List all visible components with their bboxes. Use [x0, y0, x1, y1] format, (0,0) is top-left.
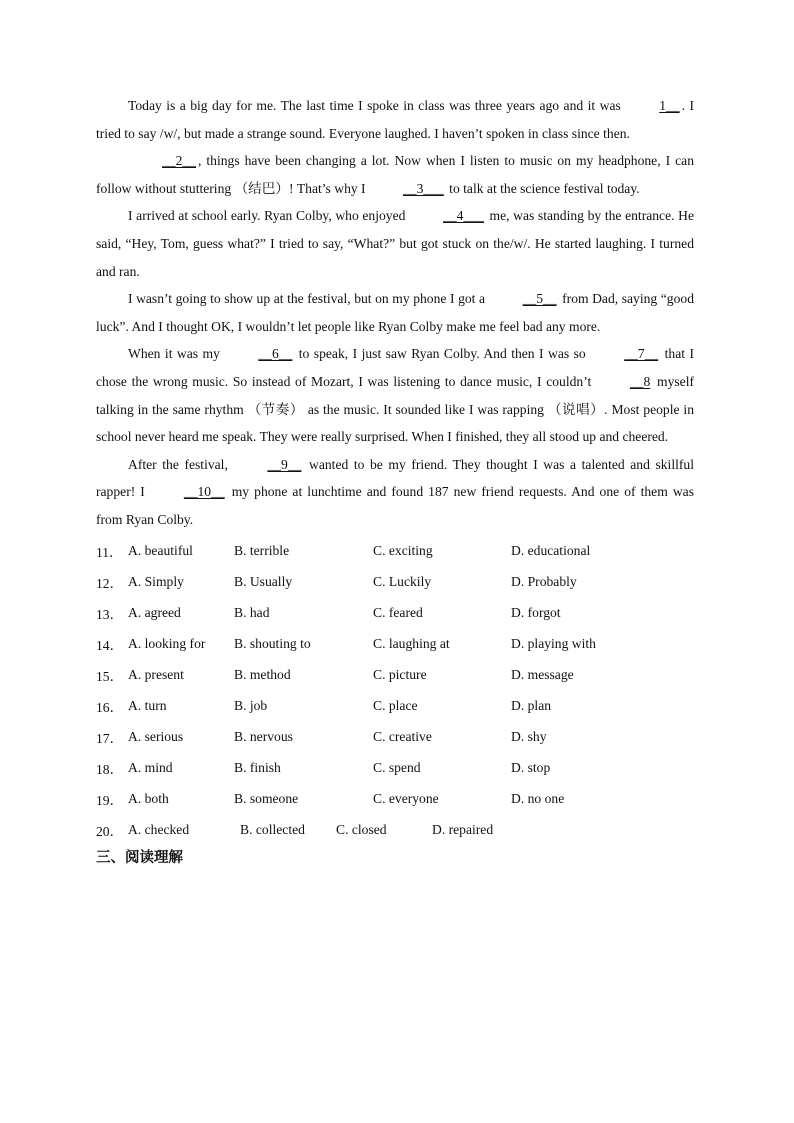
question-row — [96, 722, 694, 753]
option-b: B. finish — [234, 760, 281, 775]
passage-paragraph — [96, 92, 694, 147]
passage-text: I arrived at school early. Ryan Colby, who enjoyed — [128, 208, 410, 224]
option-a: A. looking for — [128, 636, 206, 651]
passage-text: from Dad, saying “good luck”. And I thought OK, I wouldn’t let people like Ryan Colby make me feel bad any more. — [96, 291, 694, 334]
question-options — [96, 536, 694, 846]
option-d: D. forgot — [511, 605, 561, 620]
blank-number: __5__ — [522, 291, 557, 307]
passage-text: that I chose the wrong music. So instead of Mozart, I was listening to dance music, I couldn’t — [96, 346, 694, 389]
option-d: D. educational — [511, 543, 591, 558]
passage-text: to talk at the science festival today. — [445, 180, 640, 196]
passage-text: myself talking in the same rhythm （节奏） as the music. It sounded like I was rapping （说唱）. Most people in school never heard me speak. They were really surprised. When I finished, they all stood up and cheered. — [96, 373, 694, 445]
question-row — [96, 691, 694, 722]
option-d: D. stop — [511, 760, 551, 775]
question-number: 17． — [96, 731, 124, 746]
option-a: A. mind — [128, 760, 173, 775]
option-c: C. exciting — [373, 543, 433, 558]
option-b: B. had — [234, 605, 270, 620]
option-d: D. no one — [511, 791, 565, 806]
option-c: C. picture — [373, 667, 427, 682]
document-page — [96, 92, 694, 870]
question-number: 19． — [96, 793, 124, 808]
section-title: 三、阅读理解 — [96, 849, 183, 866]
option-d: D. plan — [511, 698, 552, 713]
blank-number: __3___ — [402, 180, 444, 196]
option-a: A. both — [128, 791, 169, 806]
passage-paragraph — [96, 147, 694, 202]
passage-text: me, was standing by the entrance. He said, “Hey, Tom, guess what?” I tried to say, “What?” but got stuck on the/w/. He started laughing. I turned and ran. — [96, 208, 695, 279]
blank-number: __7__ — [624, 346, 659, 362]
question-row — [96, 536, 694, 567]
option-c: C. closed — [336, 822, 387, 837]
blank-number: __2__ — [162, 153, 196, 169]
question-number: 16． — [96, 700, 124, 715]
question-number: 15． — [96, 669, 124, 684]
question-number: 20． — [96, 824, 124, 839]
option-b: B. job — [234, 698, 268, 713]
option-c: C. spend — [373, 760, 421, 775]
passage-text: . I tried to say /w/, but made a strange sound. Everyone laughed. I haven’t spoken in class since then. — [96, 98, 694, 141]
question-row — [96, 753, 694, 784]
option-a: A. turn — [128, 698, 167, 713]
passage-text: After the festival, — [128, 456, 234, 472]
passage-paragraph — [96, 340, 694, 450]
question-row — [96, 815, 694, 846]
question-number: 12． — [96, 576, 124, 591]
option-b: B. nervous — [234, 729, 293, 744]
passage-text: I wasn’t going to show up at the festival, but on my phone I got a — [128, 291, 489, 307]
question-row — [96, 567, 694, 598]
option-a: A. beautiful — [128, 543, 193, 558]
question-row — [96, 629, 694, 660]
option-a: A. serious — [128, 729, 184, 744]
question-number: 14． — [96, 638, 124, 653]
option-d: D. message — [511, 667, 574, 682]
option-b: B. shouting to — [234, 636, 311, 651]
passage-text: , things have been changing a lot. Now when I listen to music on my headphone, I can follow without stuttering （结巴）! That’s why I — [96, 153, 694, 196]
option-d: D. playing with — [511, 636, 596, 651]
option-c: C. Luckily — [373, 574, 432, 589]
passage-text: Today is a big day for me. The last time I spoke in class was three years ago and it was — [128, 98, 626, 113]
option-c: C. everyone — [373, 791, 439, 806]
question-row — [96, 660, 694, 691]
option-d: D. shy — [511, 729, 547, 744]
passage-text: wanted to be my friend. They thought I was a talented and skillful rapper! I — [96, 456, 694, 500]
option-b: B. Usually — [234, 574, 293, 589]
option-b: B. terrible — [234, 543, 290, 558]
option-d: D. Probably — [511, 574, 577, 589]
passage-paragraph — [96, 451, 694, 534]
blank-number: __8 — [629, 373, 651, 389]
cloze-passage — [96, 92, 694, 534]
option-a: A. present — [128, 667, 184, 682]
option-a: A. Simply — [128, 574, 184, 589]
question-number: 18． — [96, 762, 124, 777]
blank-number: __10__ — [183, 484, 225, 500]
option-d: D. repaired — [432, 822, 494, 837]
question-row — [96, 598, 694, 629]
blank-number: __6__ — [258, 346, 293, 362]
passage-paragraph — [96, 285, 694, 340]
question-row — [96, 784, 694, 815]
blank-number: 1__ — [659, 98, 680, 113]
question-number: 11． — [96, 545, 123, 560]
option-c: C. feared — [373, 605, 423, 620]
option-a: A. agreed — [128, 605, 181, 620]
question-number: 13． — [96, 607, 124, 622]
option-a: A. checked — [128, 822, 190, 837]
blank-number: __9__ — [267, 456, 302, 472]
passage-paragraph — [96, 202, 694, 285]
option-c: C. creative — [373, 729, 432, 744]
passage-text: to speak, I just saw Ryan Colby. And then I was so — [294, 346, 591, 362]
option-c: C. laughing at — [373, 636, 450, 651]
option-c: C. place — [373, 698, 418, 713]
option-b: B. someone — [234, 791, 299, 806]
passage-text: When it was my — [128, 346, 225, 362]
option-b: B. collected — [240, 822, 305, 837]
blank-number: __4___ — [443, 208, 484, 224]
option-b: B. method — [234, 667, 291, 682]
passage-text: my phone at lunchtime and found 187 new friend requests. And one of them was from Ryan Colby. — [96, 484, 694, 527]
